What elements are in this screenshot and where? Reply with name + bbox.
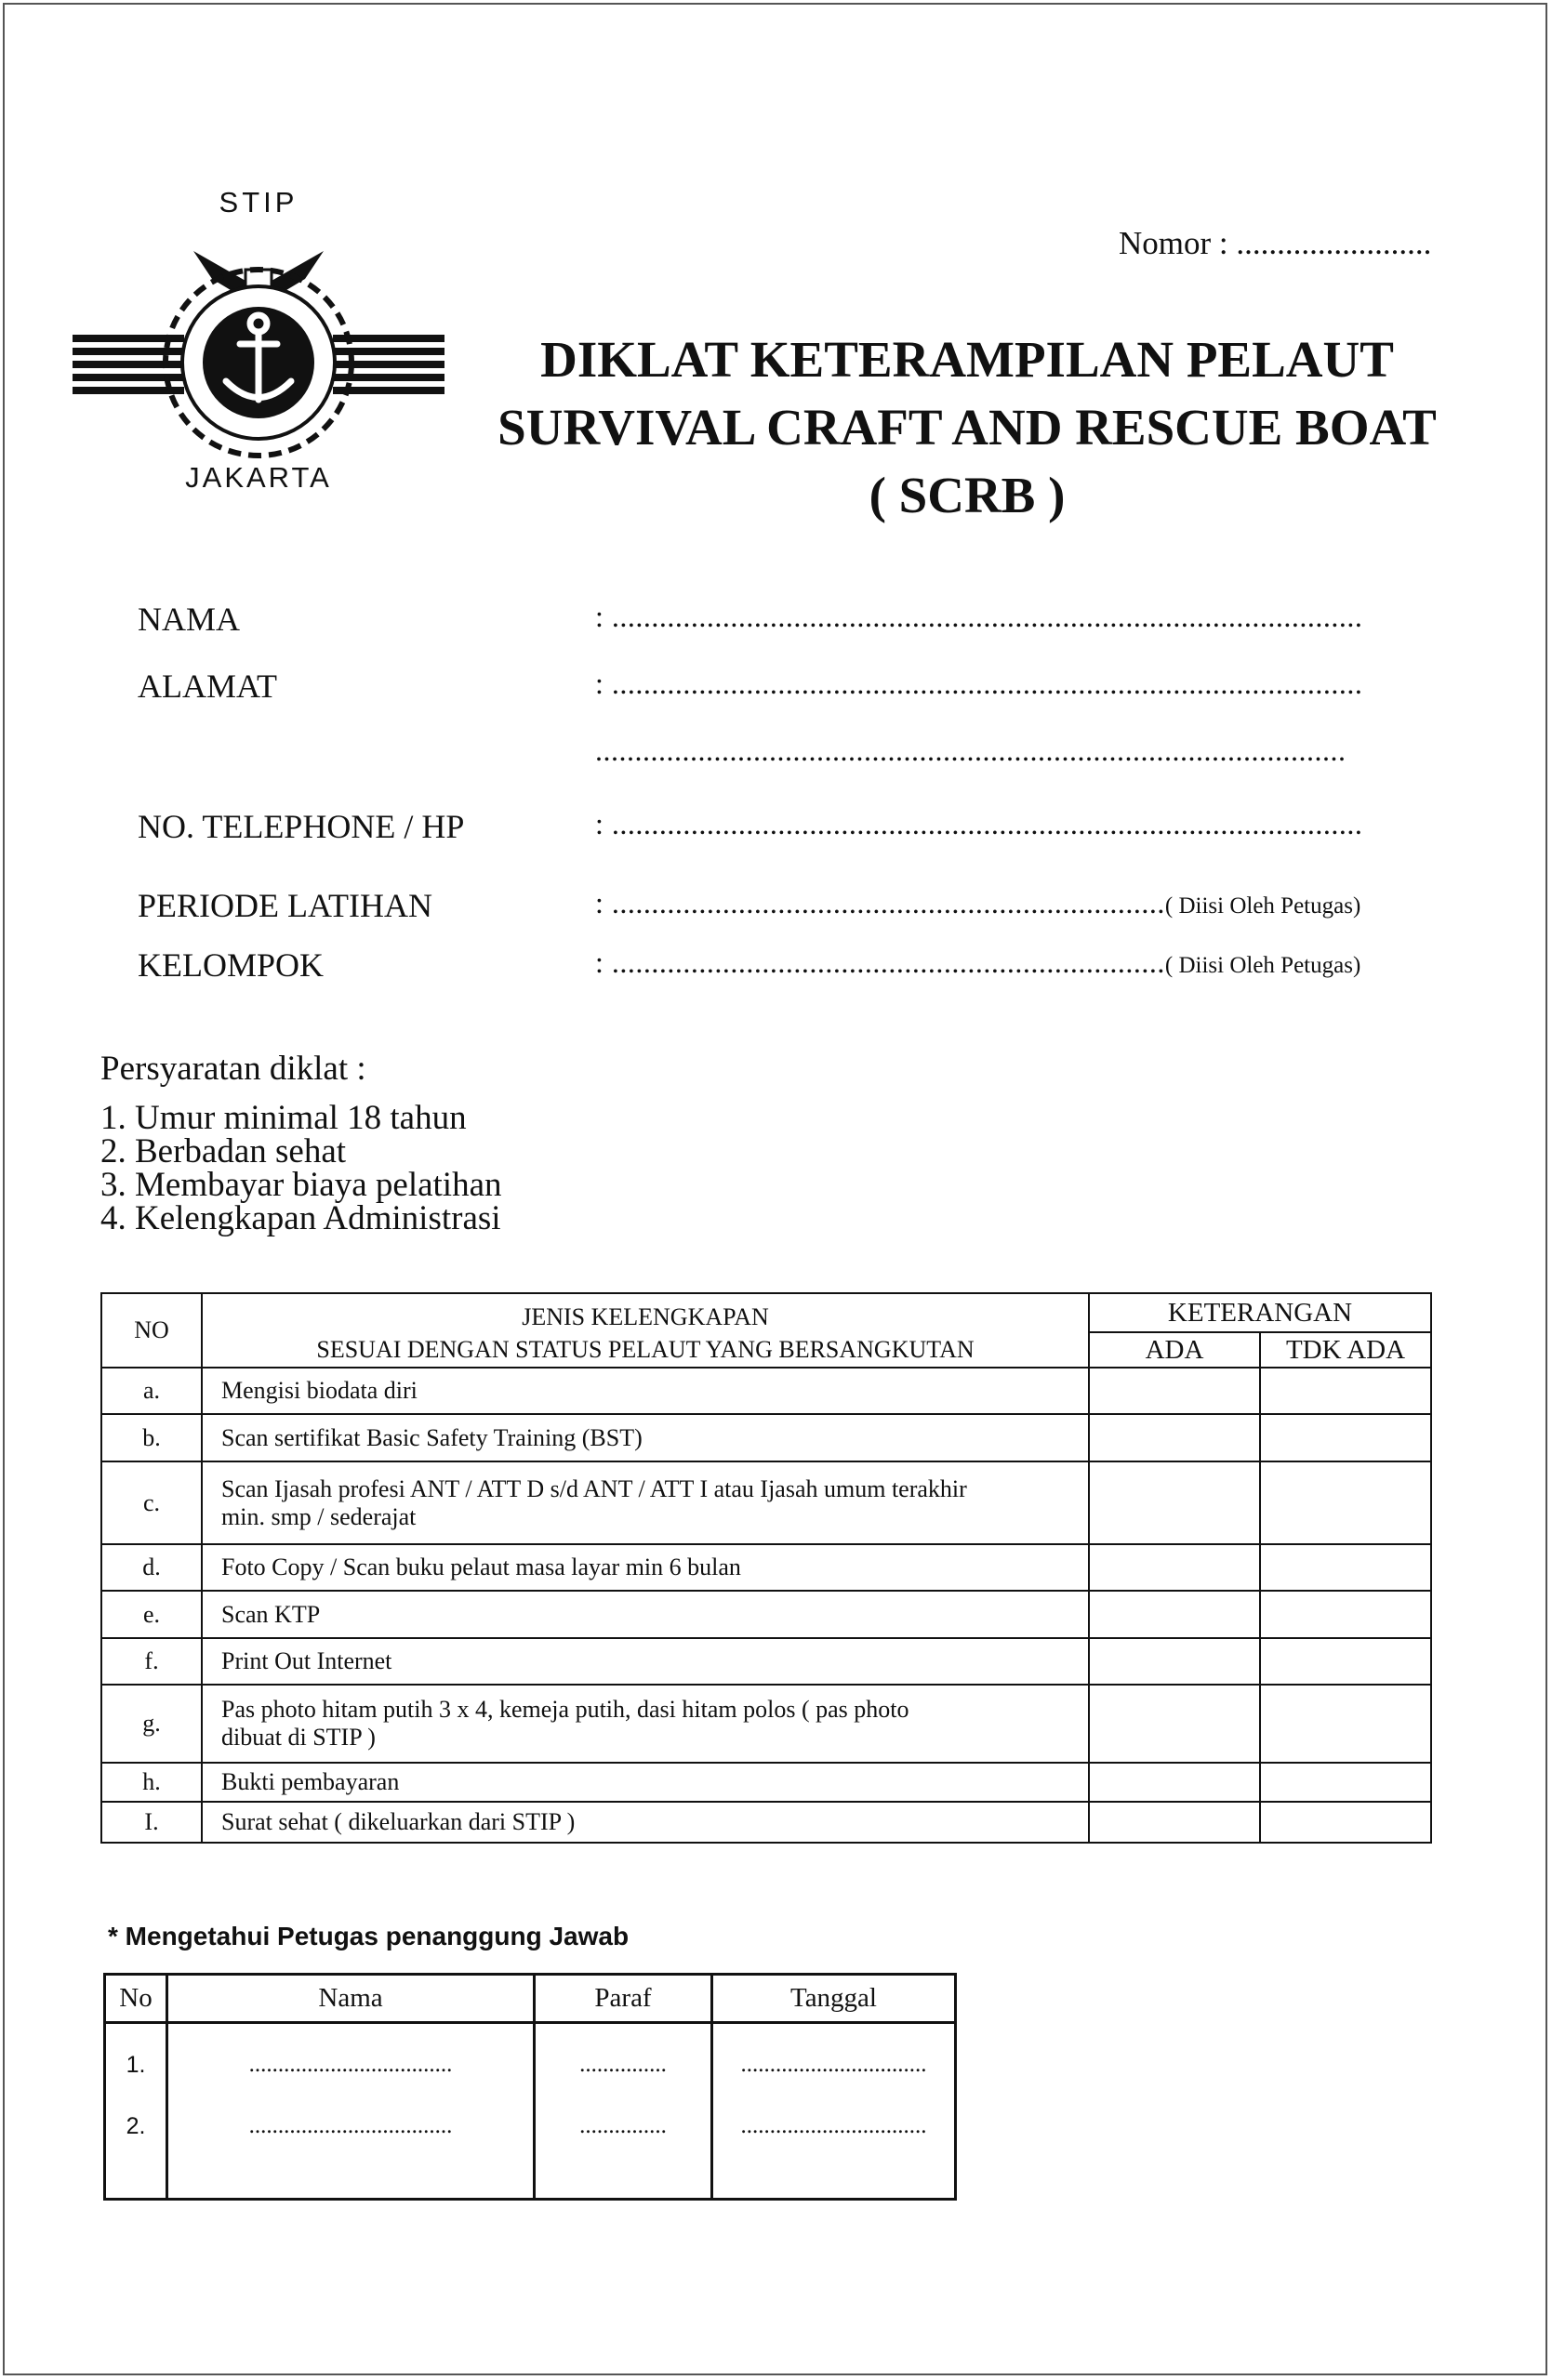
kelompok-note: ( Diisi Oleh Petugas)	[1164, 953, 1361, 978]
row-item: Surat sehat ( dikeluarkan dari STIP )	[202, 1802, 1089, 1843]
signature-row	[105, 2023, 956, 2107]
col-header-no: NO	[101, 1293, 202, 1368]
ada-cell[interactable]	[1089, 1544, 1260, 1591]
col-header-ada: ADA	[1089, 1332, 1260, 1368]
periode-input[interactable]: : ......................................................................( Diisi Oleh Petugas)	[595, 886, 1361, 919]
tdk-ada-cell[interactable]	[1260, 1414, 1431, 1461]
ada-cell[interactable]	[1089, 1802, 1260, 1843]
sign-paraf-field[interactable]: ...............	[535, 2106, 712, 2200]
requirement-item: 3. Membayar biaya pelatihan	[100, 1166, 502, 1204]
label-alamat: ALAMAT	[138, 668, 277, 705]
petugas-title: * Mengetahui Petugas penanggung Jawab	[108, 1922, 630, 1950]
sign-col-nama: Nama	[167, 1975, 535, 2023]
row-item	[202, 1461, 1089, 1544]
row-item-line: Scan Ijasah profesi ANT / ATT D s/d ANT / ATT I atau Ijasah umum terakhir	[221, 1474, 967, 1502]
tdk-ada-cell[interactable]	[1260, 1763, 1431, 1802]
row-item-line: Pas photo hitam putih 3 x 4, kemeja putih, dasi hitam polos ( pas photo	[221, 1696, 909, 1723]
tdk-ada-cell[interactable]	[1260, 1368, 1431, 1414]
label-periode: PERIODE LATIHAN	[138, 887, 432, 924]
anchor-emblem-icon	[73, 214, 444, 465]
row-item: Bukti pembayaran	[202, 1763, 1089, 1802]
col-header-tdk-ada: TDK ADA	[1260, 1332, 1431, 1368]
sign-row-no: 2.	[105, 2106, 167, 2200]
requirement-item: 1. Umur minimal 18 tahun	[100, 1099, 467, 1137]
row-no: d.	[101, 1544, 202, 1591]
title-line-3: ( SCRB )	[869, 467, 1066, 523]
row-no: h.	[101, 1763, 202, 1802]
row-item: Scan sertifikat Basic Safety Training (BST)	[202, 1414, 1089, 1461]
row-no: I.	[101, 1802, 202, 1843]
table-row	[101, 1638, 1431, 1685]
row-item: Foto Copy / Scan buku pelaut masa layar min 6 bulan	[202, 1544, 1089, 1591]
sign-paraf-field[interactable]: ...............	[535, 2023, 712, 2107]
requirements-title: Persyaratan diklat :	[100, 1050, 366, 1088]
ada-cell[interactable]	[1089, 1368, 1260, 1414]
table-row	[101, 1685, 1431, 1763]
table-row	[101, 1802, 1431, 1843]
ada-cell[interactable]	[1089, 1461, 1260, 1544]
signature-row	[105, 2106, 956, 2200]
table-row	[101, 1544, 1431, 1591]
row-no: e.	[101, 1591, 202, 1638]
sign-col-no: No	[105, 1975, 167, 2023]
alamat-input[interactable]: : ...............................................................................................	[595, 667, 1363, 700]
ada-cell[interactable]	[1089, 1638, 1260, 1685]
row-item: Print Out Internet	[202, 1638, 1089, 1685]
sign-nama-field[interactable]: ...................................	[167, 2106, 535, 2200]
sign-tanggal-field[interactable]: ................................	[712, 2106, 956, 2200]
nama-input[interactable]: : ...............................................................................................	[595, 600, 1363, 633]
table-row	[101, 1368, 1431, 1414]
sign-nama-field[interactable]: ...................................	[167, 2023, 535, 2107]
logo-top-text: STIP	[219, 186, 298, 218]
checklist-table	[100, 1292, 1432, 1844]
row-item: Scan KTP	[202, 1591, 1089, 1638]
periode-note: ( Diisi Oleh Petugas)	[1164, 893, 1361, 919]
sign-col-paraf: Paraf	[535, 1975, 712, 2023]
label-telephone: NO. TELEPHONE / HP	[138, 808, 465, 845]
tdk-ada-cell[interactable]	[1260, 1638, 1431, 1685]
requirement-item: 2. Berbadan sehat	[100, 1132, 347, 1170]
tdk-ada-cell[interactable]	[1260, 1544, 1431, 1591]
row-item-line: min. smp / sederajat	[221, 1502, 417, 1530]
alamat-input-line-2[interactable]: ...............................................................................................	[595, 734, 1346, 767]
table-row	[101, 1414, 1431, 1461]
sign-col-tanggal: Tanggal	[712, 1975, 956, 2023]
page-title	[446, 325, 1488, 529]
title-line-2: SURVIVAL CRAFT AND RESCUE BOAT	[497, 399, 1437, 456]
col-header-keterangan: KETERANGAN	[1089, 1293, 1431, 1332]
nomor-field[interactable]: Nomor : ........................	[1119, 225, 1432, 261]
label-nama: NAMA	[138, 601, 241, 638]
ada-cell[interactable]	[1089, 1591, 1260, 1638]
requirement-item: 4. Kelengkapan Administrasi	[100, 1199, 501, 1237]
row-item-line: dibuat di STIP )	[221, 1724, 376, 1751]
signature-table	[103, 1973, 957, 2201]
row-no: a.	[101, 1368, 202, 1414]
row-no: c.	[101, 1461, 202, 1544]
ada-cell[interactable]	[1089, 1685, 1260, 1763]
label-kelompok: KELOMPOK	[138, 946, 325, 984]
sign-row-no: 1.	[105, 2023, 167, 2107]
kelompok-input[interactable]: : ......................................................................( Diisi Oleh Petugas)	[595, 945, 1361, 979]
ada-cell[interactable]	[1089, 1414, 1260, 1461]
row-no: f.	[101, 1638, 202, 1685]
row-no: g.	[101, 1685, 202, 1763]
row-item: Mengisi biodata diri	[202, 1368, 1089, 1414]
tdk-ada-cell[interactable]	[1260, 1802, 1431, 1843]
sign-tanggal-field[interactable]: ................................	[712, 2023, 956, 2107]
tdk-ada-cell[interactable]	[1260, 1461, 1431, 1544]
stip-logo	[73, 186, 444, 502]
row-no: b.	[101, 1414, 202, 1461]
ada-cell[interactable]	[1089, 1763, 1260, 1802]
telephone-input[interactable]: : ...............................................................................................	[595, 807, 1363, 840]
table-row	[101, 1591, 1431, 1638]
requirements-list	[100, 1099, 502, 1237]
tdk-ada-cell[interactable]	[1260, 1591, 1431, 1638]
col-header-jenis-sub: SESUAI DENGAN STATUS PELAUT YANG BERSANGKUTAN	[202, 1332, 1089, 1368]
tdk-ada-cell[interactable]	[1260, 1685, 1431, 1763]
col-header-jenis: JENIS KELENGKAPAN	[202, 1293, 1089, 1332]
row-item	[202, 1685, 1089, 1763]
logo-bottom-text: JAKARTA	[185, 461, 332, 494]
title-line-1: DIKLAT KETERAMPILAN PELAUT	[540, 331, 1394, 388]
table-row	[101, 1461, 1431, 1544]
table-row	[101, 1763, 1431, 1802]
